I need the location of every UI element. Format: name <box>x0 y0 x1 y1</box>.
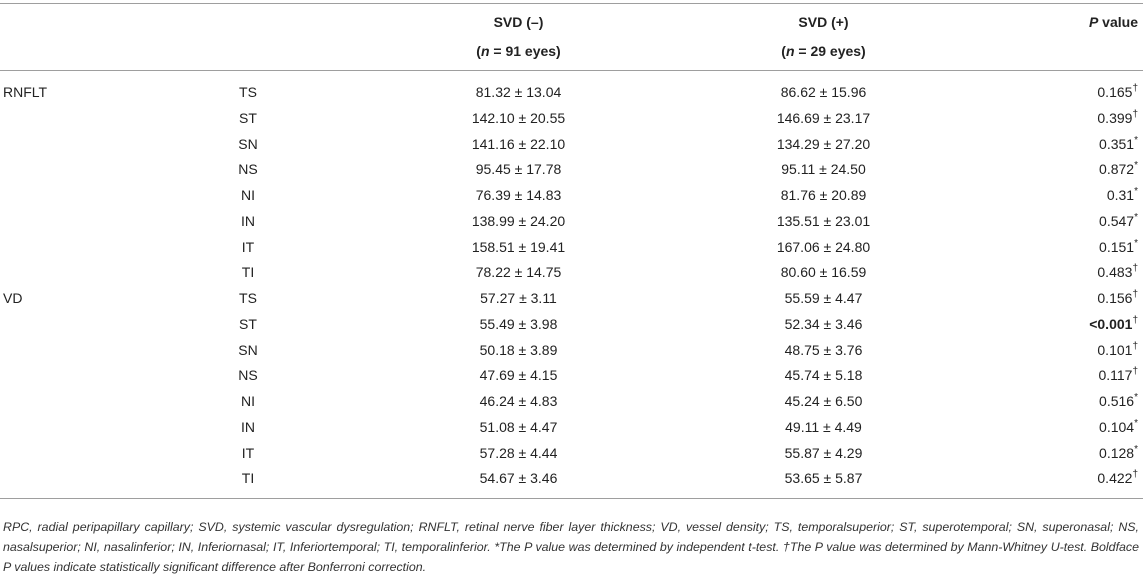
p-value-cell <box>1097 289 1138 307</box>
p-value-marker: * <box>1134 211 1138 223</box>
p-value-marker: * <box>1134 417 1138 429</box>
svd-negative-cell: 78.22 ± 14.75 <box>475 264 562 281</box>
region-cell: NS <box>238 161 258 178</box>
p-value-marker: * <box>1134 392 1138 403</box>
p-value-cell <box>1099 444 1138 462</box>
svd-positive-cell: 167.06 ± 24.80 <box>776 238 871 255</box>
p-value-marker: † <box>1132 469 1138 481</box>
region-cell: TI <box>241 470 255 487</box>
p-value-text: 0.104 <box>1099 418 1135 435</box>
region-cell: NS <box>238 367 258 384</box>
table-row <box>0 418 1143 444</box>
region-cell: NI <box>241 187 255 203</box>
table-row <box>0 238 1143 264</box>
table-row <box>0 83 1143 109</box>
table-row <box>0 263 1143 289</box>
p-value-cell <box>1097 469 1138 487</box>
p-value-text: 0.31 <box>1106 187 1135 203</box>
table-bottom-rule <box>0 498 1143 499</box>
p-value-marker: * <box>1134 134 1138 146</box>
region-cell: TS <box>239 84 257 100</box>
svd-positive-cell: 55.59 ± 4.47 <box>784 290 863 306</box>
p-value-marker: † <box>1132 289 1138 300</box>
svd-positive-cell: 48.75 ± 3.76 <box>784 341 863 358</box>
svd-positive-cell: 45.24 ± 6.50 <box>784 393 863 409</box>
p-value-marker: * <box>1134 186 1138 197</box>
svd-negative-cell: 138.99 ± 24.20 <box>471 212 566 229</box>
svd-negative-cell: 57.28 ± 4.44 <box>479 444 558 461</box>
table-row <box>0 186 1143 212</box>
table-row <box>0 469 1143 495</box>
group-label: VD <box>3 290 23 306</box>
header-p-rest: value <box>1098 14 1138 30</box>
p-value-cell <box>1099 392 1138 410</box>
p-value-text: 0.151 <box>1099 238 1135 255</box>
region-cell: TS <box>239 290 257 306</box>
p-value-cell <box>1097 83 1138 101</box>
p-value-text: 0.165 <box>1097 84 1133 100</box>
p-value-marker: † <box>1132 340 1138 352</box>
region-cell: IN <box>241 212 255 229</box>
table-row <box>0 289 1143 315</box>
p-value-cell <box>1099 160 1138 178</box>
svd-positive-cell: 135.51 ± 23.01 <box>776 212 871 229</box>
p-value-marker: * <box>1134 160 1138 172</box>
region-cell: IN <box>241 418 255 435</box>
p-value-text: 0.872 <box>1099 161 1135 178</box>
p-value-cell <box>1097 341 1138 359</box>
p-value-text: 0.101 <box>1097 341 1133 358</box>
svd-negative-cell: 51.08 ± 4.47 <box>479 418 558 435</box>
p-value-marker: † <box>1132 83 1138 94</box>
region-cell: TI <box>241 264 255 281</box>
svd-negative-cell: 76.39 ± 14.83 <box>475 187 562 203</box>
svd-positive-cell: 146.69 ± 23.17 <box>776 109 871 126</box>
region-cell: NI <box>241 393 255 409</box>
p-value-text: 0.516 <box>1099 393 1135 409</box>
svd-negative-cell: 158.51 ± 19.41 <box>471 238 566 255</box>
p-value-marker: † <box>1132 108 1138 120</box>
svd-negative-cell: 141.16 ± 22.10 <box>471 135 566 152</box>
p-value-cell <box>1098 366 1138 384</box>
p-value-text: 0.547 <box>1099 212 1135 229</box>
svd-positive-cell: 49.11 ± 4.49 <box>785 418 862 435</box>
table-row <box>0 212 1143 238</box>
p-value-marker: † <box>1132 263 1138 275</box>
p-value-text: 0.422 <box>1097 470 1133 487</box>
svd-positive-cell: 86.62 ± 15.96 <box>780 84 867 100</box>
region-cell: ST <box>239 315 257 332</box>
svd-negative-cell: 95.45 ± 17.78 <box>475 161 562 178</box>
table-top-rule <box>0 3 1143 4</box>
svd-positive-cell: 95.11 ± 24.50 <box>781 161 866 178</box>
svd-positive-cell: 52.34 ± 3.46 <box>784 315 863 332</box>
table-row <box>0 366 1143 392</box>
p-value-cell <box>1097 263 1138 281</box>
header-p-italic: P <box>1088 14 1099 30</box>
p-value-text: 0.399 <box>1097 109 1133 126</box>
header-p-value <box>1089 13 1138 31</box>
svd-positive-cell: 81.76 ± 20.89 <box>780 187 867 203</box>
group-label: RNFLT <box>3 84 48 100</box>
p-value-cell <box>1107 186 1138 204</box>
svd-negative-cell: 50.18 ± 3.89 <box>479 341 558 358</box>
svd-negative-cell: 142.10 ± 20.55 <box>471 109 566 126</box>
region-cell: IT <box>241 444 255 461</box>
header-svd-negative-label: SVD (–) <box>493 14 544 30</box>
p-value-text: 0.156 <box>1097 290 1133 306</box>
table-row <box>0 160 1143 186</box>
svd-negative-cell: 47.69 ± 4.15 <box>479 367 558 384</box>
p-value-cell <box>1099 418 1138 436</box>
header-svd-negative-n: (n = 91 eyes) <box>476 43 561 59</box>
p-value-cell <box>1097 109 1138 127</box>
region-cell: ST <box>239 109 257 126</box>
p-value-text: 0.117 <box>1098 367 1133 384</box>
p-value-text: 0.128 <box>1099 444 1135 461</box>
table-row <box>0 315 1143 341</box>
p-value-cell <box>1099 135 1138 153</box>
svd-positive-cell: 134.29 ± 27.20 <box>776 135 871 152</box>
p-value-marker: † <box>1132 366 1138 378</box>
p-value-marker: * <box>1134 237 1138 249</box>
table-footnote: RPC, radial peripapillary capillary; SVD, systemic vascular dysregulation; RNFLT, retinal nerve fiber layer thickness; VD, vessel density; TS, temporalsuperior; ST, superotemporal; SN, superonasal; NS, nasalsuperior; NI, nasalinferior; IN, Inferiornasal; IT, Inferiortemporal; TI, temporalinferior. *The P value was determined by independent t-test. †The P value was determined by Mann-Whitney U-test. Boldface P values indicate statistically significant difference after Bonferroni correction. <box>3 520 1139 574</box>
region-cell: SN <box>238 341 258 358</box>
svd-negative-cell: 81.32 ± 13.04 <box>475 84 562 100</box>
table-header-rule <box>0 70 1143 71</box>
svd-negative-cell: 54.67 ± 3.46 <box>479 470 558 487</box>
header-svd-positive-n: (n = 29 eyes) <box>781 43 866 59</box>
table-row <box>0 341 1143 367</box>
p-value-cell <box>1099 212 1138 230</box>
region-cell: SN <box>238 135 258 152</box>
svd-positive-cell: 55.87 ± 4.29 <box>784 444 863 461</box>
table-body <box>0 83 1143 495</box>
svd-negative-cell: 55.49 ± 3.98 <box>479 315 558 332</box>
svd-positive-cell: 80.60 ± 16.59 <box>780 264 867 281</box>
table-row <box>0 392 1143 418</box>
header-svd-positive-label: SVD (+) <box>798 14 849 30</box>
p-value-text: 0.351 <box>1099 135 1135 152</box>
table-row <box>0 444 1143 470</box>
svd-negative-cell: 57.27 ± 3.11 <box>480 290 557 306</box>
p-value-cell <box>1099 238 1138 256</box>
p-value-marker: * <box>1134 443 1138 455</box>
region-cell: IT <box>241 238 255 255</box>
p-value-text: 0.483 <box>1097 264 1133 281</box>
p-value-cell <box>1089 315 1138 333</box>
table-row <box>0 135 1143 161</box>
p-value-marker: † <box>1132 314 1138 326</box>
p-value-text: <0.001 <box>1089 315 1133 332</box>
svd-positive-cell: 53.65 ± 5.87 <box>784 470 863 487</box>
table-row <box>0 109 1143 135</box>
svd-negative-cell: 46.24 ± 4.83 <box>479 393 558 409</box>
svd-positive-cell: 45.74 ± 5.18 <box>784 367 863 384</box>
